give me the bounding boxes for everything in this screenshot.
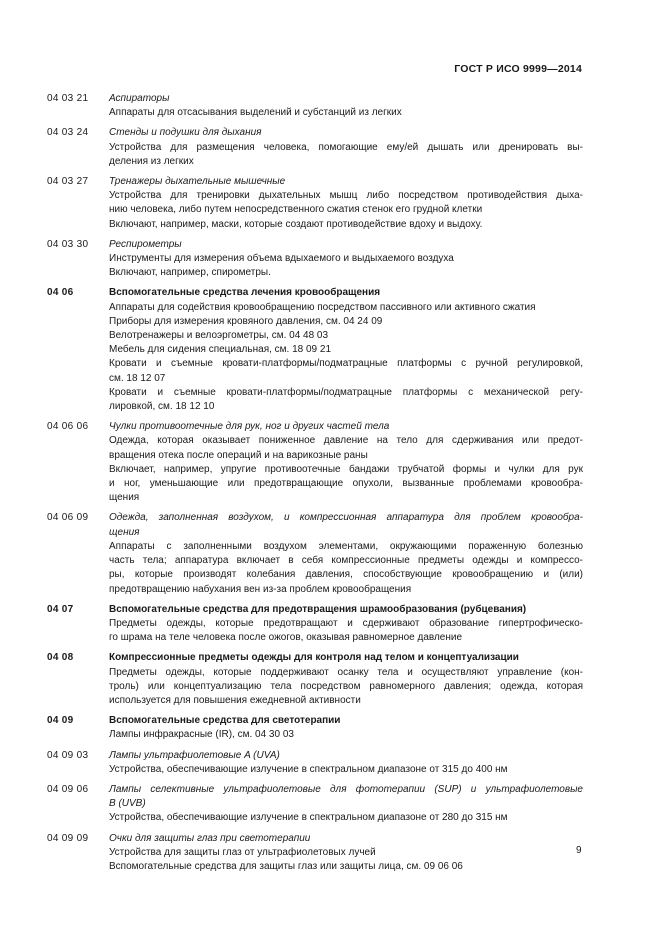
entry-title: Лампы ультрафиолетовые A (UVA) [109, 749, 280, 761]
entry-title: Вспомогательные средства лечения кровообращения [109, 287, 381, 299]
classification-code: 04 06 [47, 287, 74, 299]
entry-description: Устройства, обеспечивающие излучение в спектральном диапазоне от 315 до 400 нм [109, 763, 508, 775]
entry-body [109, 420, 583, 505]
entry-description: щения [109, 492, 140, 504]
entry-description: Лампы инфракрасные (IR), см. 04 30 03 [109, 729, 294, 741]
entry-title: Чулки противоотечные для рук, ног и других частей тела [109, 421, 390, 433]
entry-description: Кровати и съемные кровати-платформы/подматрацные платформы с ручной регулировкой, [109, 358, 583, 370]
entry-body [109, 238, 583, 281]
classification-entry [47, 603, 583, 646]
classification-code: 04 03 30 [47, 238, 89, 250]
entry-title: Вспомогательные средства для светотерапии [109, 715, 341, 727]
classification-entry [47, 126, 583, 169]
entry-description: предотвращению набухания вен из-за проблем кровообращения [109, 583, 412, 595]
entry-description: ры, которые производят колебания давления, способствующие кровообращению и (или) [109, 569, 583, 581]
classification-entry [47, 175, 583, 232]
entry-title: B (UVB) [109, 798, 146, 810]
classification-entry [47, 511, 583, 596]
classification-code: 04 03 27 [47, 176, 89, 188]
entry-body [109, 175, 583, 232]
entry-title: Тренажеры дыхательные мышечные [109, 176, 286, 188]
entry-title: Одежда, заполненная воздухом, и компрессионная аппаратура для проблем кровообра- [109, 512, 583, 524]
entry-title: Лампы селективные ультрафиолетовые для фототерапии (SUP) и ультрафиолетовые [109, 783, 583, 795]
entry-description: Велотренажеры и велоэргометры, см. 04 48 03 [109, 330, 329, 342]
classification-entry [47, 420, 583, 505]
classification-code: 04 03 21 [47, 93, 89, 104]
entry-description: троль) или концептуализацию тела посредством равномерного давления; одежда, которая [109, 680, 583, 692]
entry-title: Респирометры [109, 238, 182, 250]
classification-code: 04 09 06 [47, 783, 89, 795]
entry-description: Устройства для тренировки дыхательных мышц либо посредством противодействия дыха- [109, 190, 583, 202]
entry-description: Одежда, которая оказывает пониженное давление на тело для сдерживания или предот- [109, 435, 583, 447]
entry-body [109, 832, 583, 875]
entry-description: деления из легких [109, 155, 194, 167]
classification-code: 04 09 09 [47, 832, 89, 844]
entry-body [109, 749, 583, 777]
classification-code: 04 09 03 [47, 749, 89, 761]
entry-body [109, 92, 583, 120]
entry-description: нию человека, либо путем непосредственного сжатия стенок его грудной клетки [109, 204, 483, 216]
entry-title: щения [109, 526, 140, 538]
entry-description: Вспомогательные средства для защиты глаз или защиты лица, см. 09 06 06 [109, 860, 463, 872]
classification-code: 04 06 09 [47, 512, 89, 524]
entry-description: Инструменты для измерения объема вдыхаемого и выдыхаемого воздуха [109, 253, 454, 265]
entry-description: го шрама на теле человека после ожогов, оказывая равномерное давление [109, 632, 463, 644]
classification-entry [47, 238, 583, 281]
classification-list [47, 92, 583, 880]
entry-description: Включают, например, спирометры. [109, 267, 271, 279]
entry-description: Устройства для размещения человека, помогающие ему/ей дышать или дренировать вы- [109, 141, 583, 153]
entry-title: Очки для защиты глаз при светотерапии [109, 832, 311, 844]
classification-code: 04 07 [47, 603, 74, 615]
page-number: 9 [576, 845, 582, 856]
entry-body [109, 783, 583, 826]
entry-body [109, 714, 583, 742]
entry-description: Устройства, обеспечивающие излучение в спектральном диапазоне от 280 до 315 нм [109, 812, 508, 824]
classification-entry [47, 714, 583, 742]
entry-description: используется для повышения ежедневной активности [109, 694, 361, 706]
entry-title: Вспомогательные средства для предотвращения шрамообразования (рубцевания) [109, 603, 527, 615]
entry-description: Включают, например, маски, которые создают противодействие вдоху и выдоху. [109, 218, 483, 230]
classification-entry [47, 286, 583, 414]
entry-description: Аппараты для отсасывания выделений и субстанций из легких [109, 107, 402, 119]
entry-body [109, 651, 583, 708]
entry-title: Аспираторы [109, 93, 170, 104]
classification-code: 04 03 24 [47, 127, 89, 139]
entry-description: Кровати и съемные кровати-платформы/подматрацные платформы с механической регу- [109, 386, 583, 398]
classification-entry [47, 783, 583, 826]
entry-body [109, 286, 583, 414]
entry-description: Приборы для измерения кровяного давления, см. 04 24 09 [109, 315, 383, 327]
entry-description: Аппараты с заполненными воздухом элементами, окружающими пораженную болезнью [109, 540, 583, 552]
entry-description: Мебель для сидения специальная, см. 18 09 21 [109, 344, 332, 356]
entry-description: Аппараты для содействия кровообращению посредством пассивного или активного сжатия [109, 301, 536, 313]
classification-entry [47, 749, 583, 777]
entry-body [109, 126, 583, 169]
classification-entry [47, 651, 583, 708]
classification-entry [47, 92, 583, 120]
entry-description: Предметы одежды, которые предотвращают и сдерживают образование гипертрофическо- [109, 617, 583, 629]
entry-title: Стенды и подушки для дыхания [109, 127, 262, 139]
entry-body [109, 511, 583, 596]
classification-code: 04 08 [47, 652, 74, 664]
entry-description: Устройства для защиты глаз от ультрафиолетовых лучей [109, 846, 376, 858]
entry-body [109, 603, 583, 646]
entry-description: часть тела; аппаратура включает в себя компрессионные предметы одежды и компрессо- [109, 555, 583, 567]
document-header: ГОСТ Р ИСО 9999—2014 [454, 63, 582, 75]
entry-description: лировкой, см. 18 12 10 [109, 401, 215, 413]
classification-code: 04 06 06 [47, 421, 89, 433]
classification-entry [47, 832, 583, 875]
entry-description: Включает, например, упругие противоотечные бандажи трубчатой формы и чулки для рук [109, 463, 583, 475]
entry-description: Предметы одежды, которые поддерживают осанку тела и осуществляют управление (кон- [109, 666, 583, 678]
entry-description: вращения отека после операций и на варикозные раны [109, 449, 368, 461]
entry-description: и ног, уменьшающие или предотвращающие опухоли, вызванные проблемами кровообра- [109, 478, 583, 490]
entry-description: см. 18 12 07 [109, 372, 166, 384]
entry-title: Компрессионные предметы одежды для контроля над телом и концептуализации [109, 652, 519, 664]
classification-code: 04 09 [47, 715, 74, 727]
